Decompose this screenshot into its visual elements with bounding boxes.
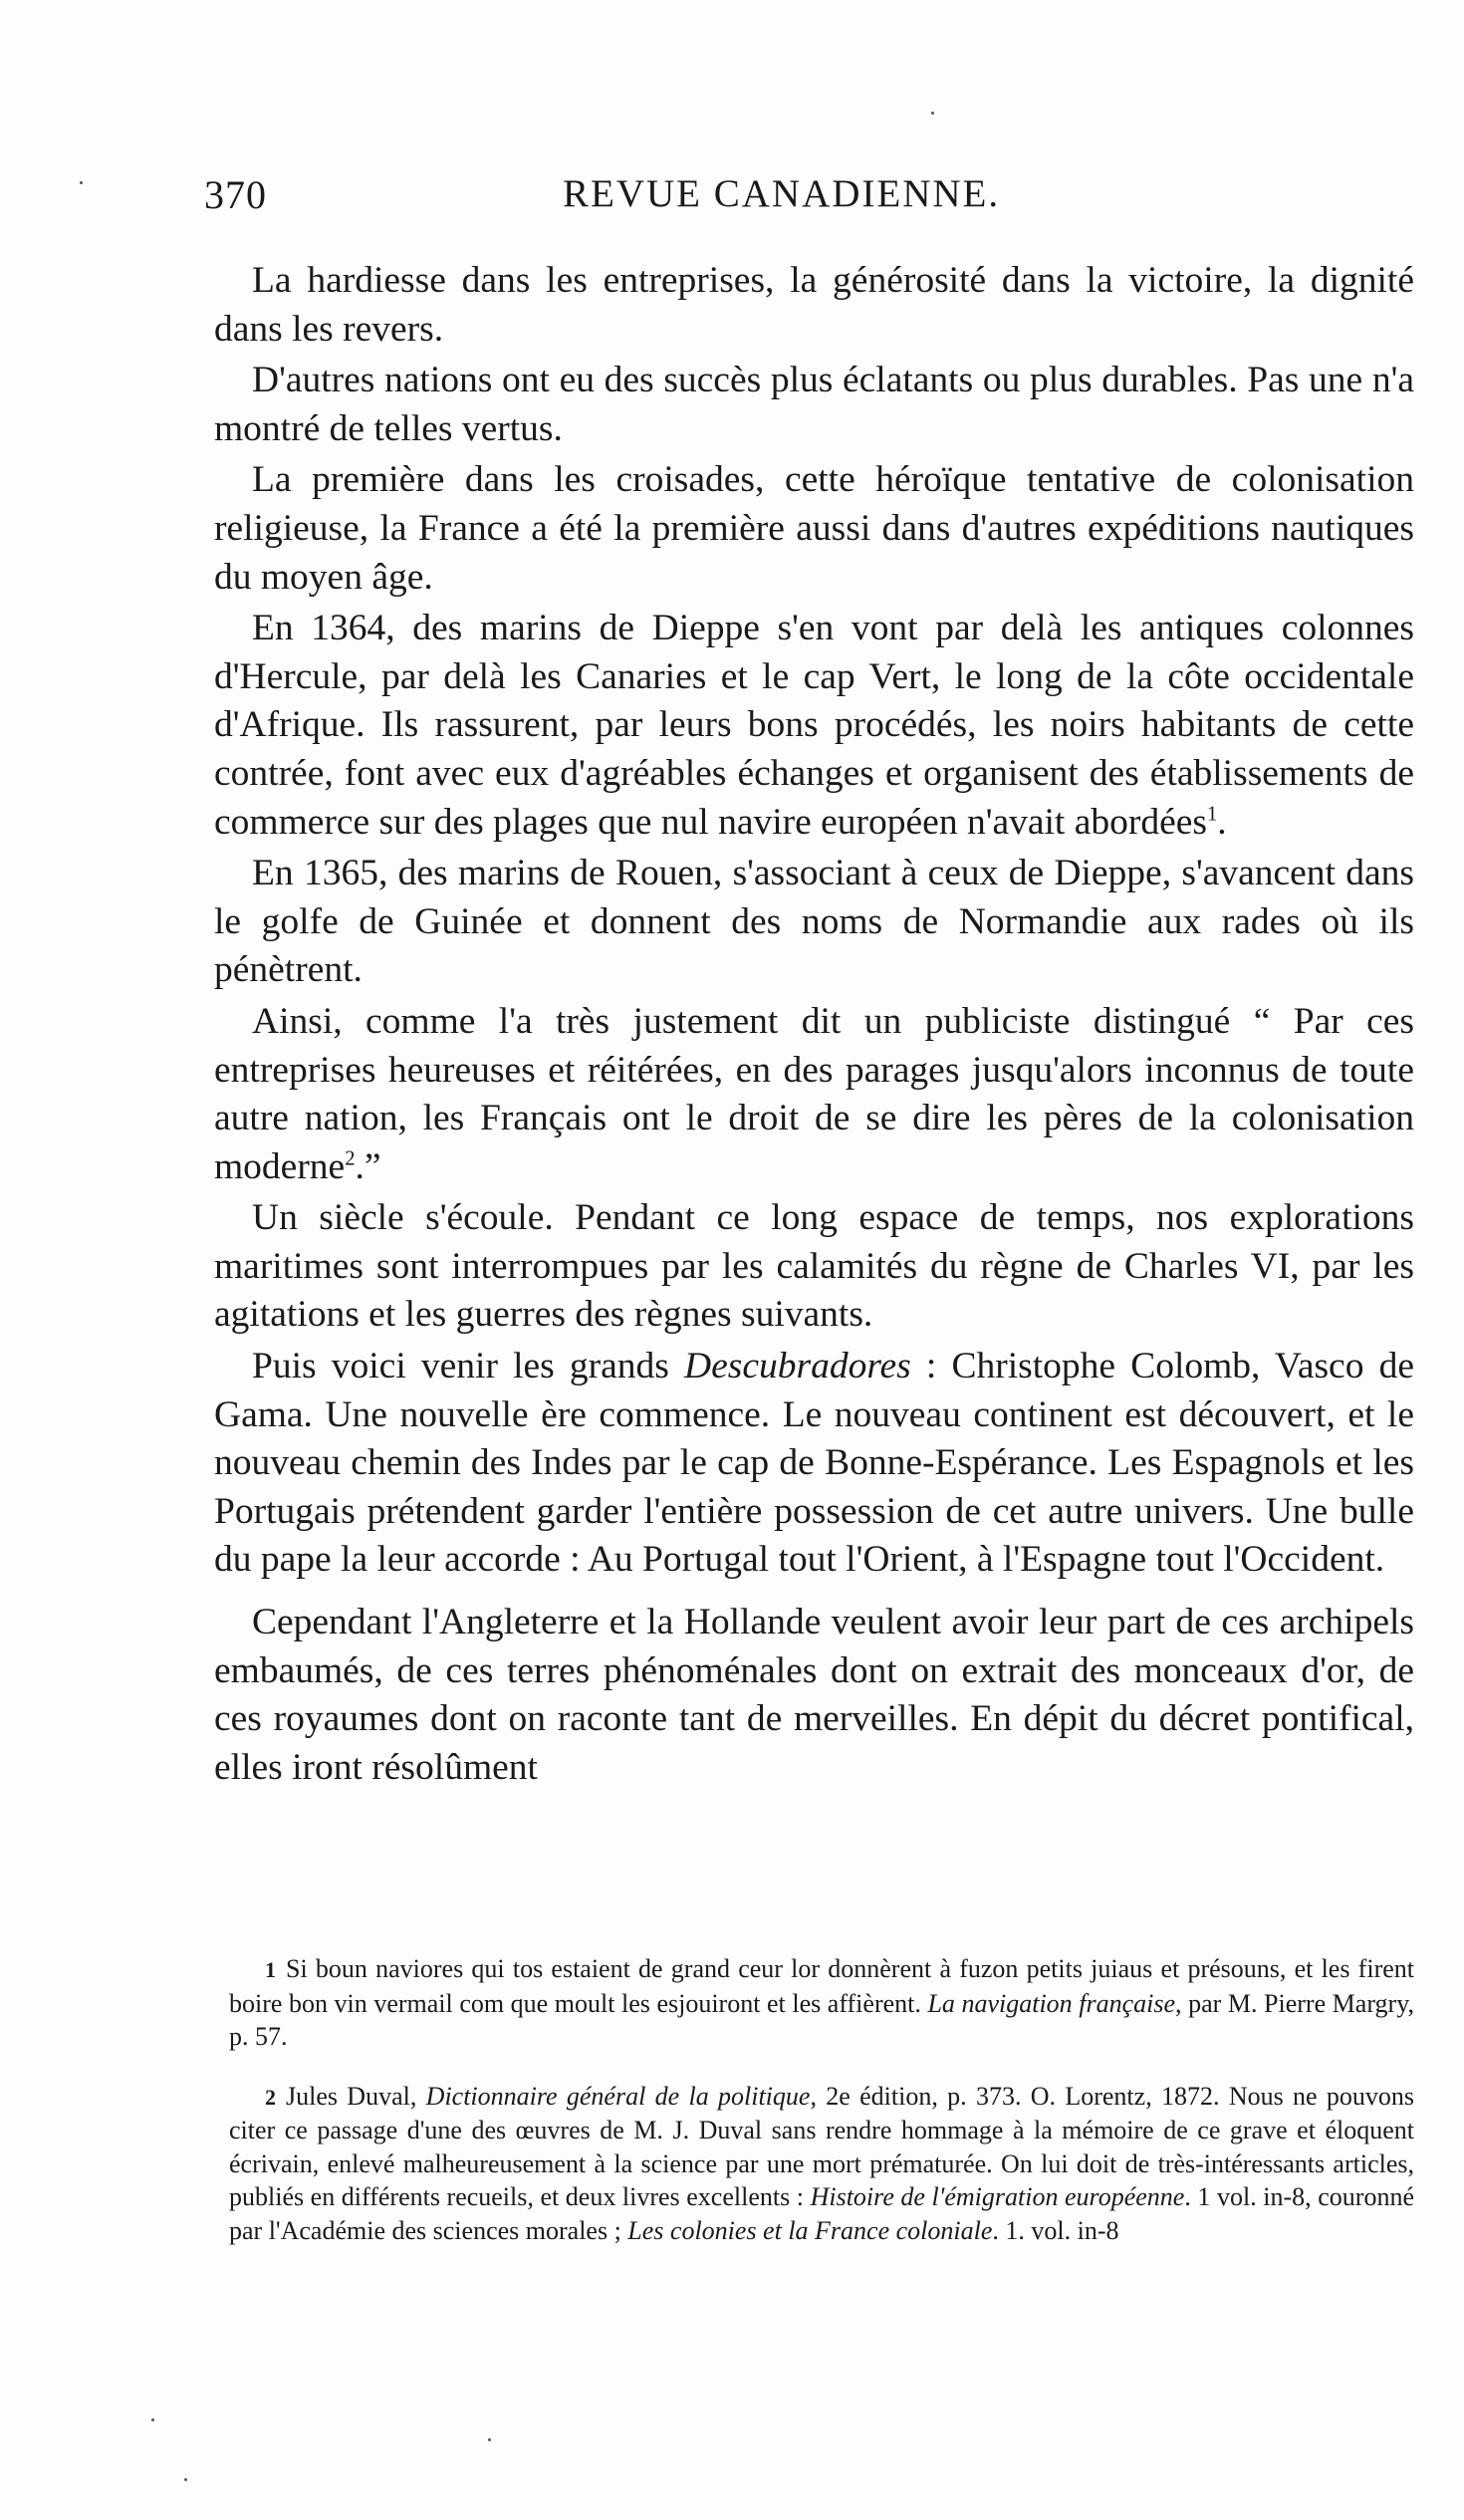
main-text	[214, 257, 1414, 1792]
paragraph-4	[214, 605, 1414, 847]
paragraph-5: En 1365, des marins de Rouen, s'associant à ceux de Dieppe, s'avancent dans le golfe de Guinée et donnent des noms de Normandie aux rades où ils pénètrent.	[214, 853, 1414, 991]
footnote-ref-2[interactable]: 2	[345, 1147, 356, 1170]
footnote-2	[229, 2080, 1414, 2248]
footnote-2-text-b: , 2e édition, p. 373. O. Lorentz, 1872. Nous ne pouvons citer ce passage d'une des œuvres de M. J. Duval sans rendre hommage à la mémoire de ce grave et éloquent écrivain, enlevé malheureusement à la science par une mort prématurée. On lui doit de très-intéressants articles, publiés en différents recueils, et deux livres excellents :	[229, 2081, 1414, 2211]
paragraph-1: La hardiesse dans les entreprises, la générosité dans la victoire, la dignité dans les revers.	[214, 260, 1414, 350]
page-header	[204, 171, 1200, 231]
footnote-2-text-a: Jules Duval,	[286, 2081, 426, 2111]
footnote-1-text-b: , par M. Pierre Margry, p. 57.	[229, 1988, 1414, 2051]
footnote-1-mark: 1	[265, 1957, 276, 1982]
footnote-2-text-c: . 1 vol. in-8, couronné par l'Académie des sciences morales ;	[229, 2182, 1414, 2245]
scan-speck	[931, 112, 934, 115]
paragraph-2: D'autres nations ont eu des succès plus éclatants ou plus durables. Pas une n'a montré de telles vertus.	[214, 360, 1414, 449]
paragraph-6-end: .”	[355, 1145, 381, 1187]
footnote-2-italic-1: Dictionnaire général de la politique	[425, 2081, 811, 2111]
paragraph-4-text: En 1364, des marins de Dieppe s'en vont par delà les antiques colonnes d'Hercule, par delà les Canaries et le cap Vert, le long de la côte occidentale d'Afrique. Ils rassurent, par leurs bons procédés, les noirs habitants de cette contrée, font avec eux d'agréables échanges et organisent des établissements de commerce sur des plages que nul navire européen n'avait abordées	[214, 608, 1414, 843]
paragraph-4-end: .	[1217, 801, 1227, 843]
scan-speck	[151, 2418, 154, 2421]
footnote-2-mark: 2	[265, 2084, 276, 2110]
footnote-2-italic-2: Histoire de l'émigration européenne	[810, 2182, 1185, 2211]
scan-speck	[80, 181, 83, 184]
paragraph-6-text: Ainsi, comme l'a très justement dit un publiciste distingué “ Par ces entreprises heureuses et réitérées, en des parages jusqu'alors inconnus de toute autre nation, les Français ont le droit de se dire les pères de la colonisation moderne	[214, 1000, 1414, 1187]
paragraph-8-italic: Descubradores	[684, 1346, 911, 1387]
footnote-1-text-a: Si boun naviores qui tos estaient de grand ceur lor donnèrent à fuzon petits juiaus et présouns, et les firent boire bon vin vermail com que moult les esjouiront et les affièrent.	[229, 1954, 1414, 2018]
page-number: 370	[204, 172, 267, 217]
footnote-2-italic-3: Les colonies et la France coloniale	[627, 2215, 993, 2245]
running-title: REVUE CANADIENNE.	[563, 172, 1001, 215]
paragraph-3: La première dans les croisades, cette héroïque tentative de colonisation religieuse, la France a été la première aussi dans d'autres expéditions nautiques du moyen âge.	[214, 459, 1414, 598]
footnote-ref-1[interactable]: 1	[1206, 803, 1218, 826]
paragraph-9: Cependant l'Angleterre et la Hollande veulent avoir leur part de ces archipels embaumés, de ces terres phénoménales dont on extrait des monceaux d'or, de ces royaumes dont on raconte tant de merveilles. En dépit du décret pontifical, elles iront résolûment	[214, 1602, 1414, 1788]
paragraph-7: Un siècle s'écoule. Pendant ce long espace de temps, nos explorations maritimes sont interrompues par les calamités du règne de Charles VI, par les agitations et les guerres des règnes suivants.	[214, 1197, 1414, 1336]
paragraph-6	[214, 998, 1414, 1191]
footnote-1-italic: La navigation française	[927, 1988, 1176, 2018]
scan-speck	[184, 2478, 187, 2481]
footnote-1	[229, 1952, 1414, 2054]
footnotes	[229, 1952, 1414, 2247]
paragraph-8-text-a: Puis voici venir les grands	[252, 1346, 685, 1387]
paragraph-8	[214, 1343, 1414, 1585]
scan-speck	[488, 2438, 491, 2441]
paragraph-8-text-b: : Christophe Colomb, Vasco de Gama. Une nouvelle ère commence. Le nouveau continent est découvert, et le nouveau chemin des Indes par le cap de Bonne-Espérance. Les Espagnols et les Portugais prétendent garder l'entière possession de cet autre univers. Une bulle du pape la leur accorde : Au Portugal tout l'Orient, à l'Espagne tout l'Occident.	[214, 1346, 1414, 1581]
footnote-2-text-d: . 1. vol. in-8	[992, 2215, 1119, 2245]
